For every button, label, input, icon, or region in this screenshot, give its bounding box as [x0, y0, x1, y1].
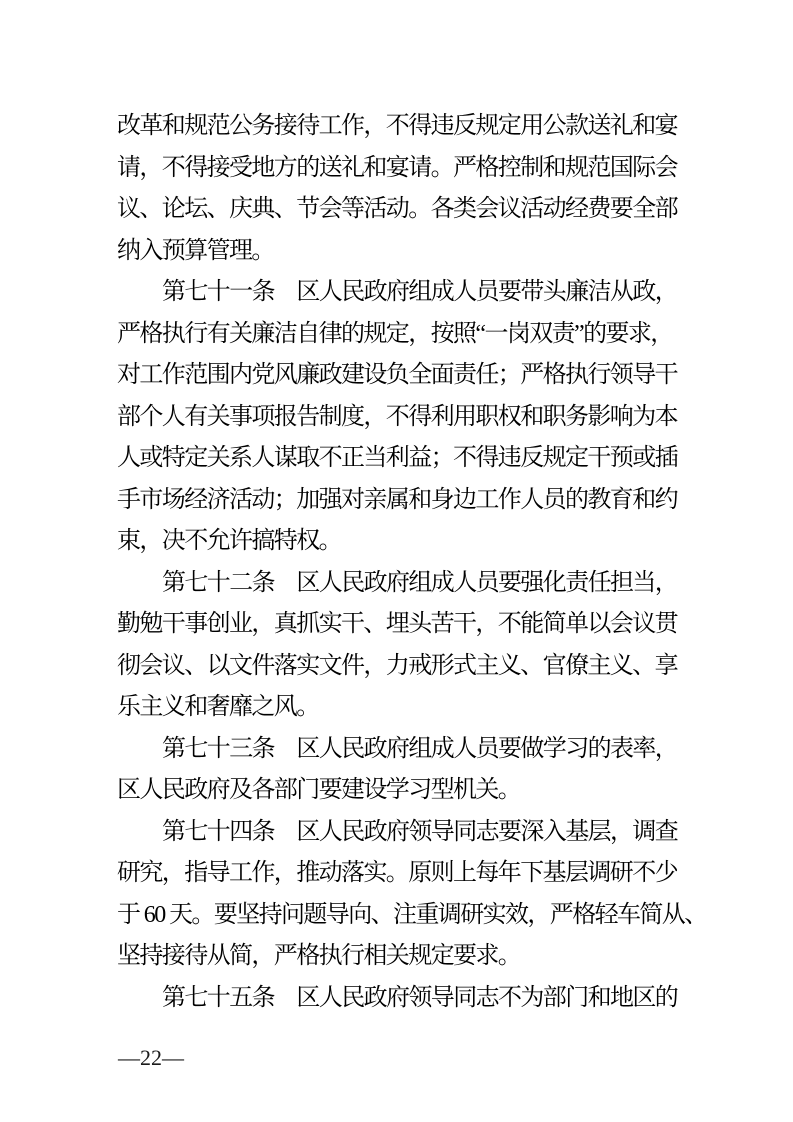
text-line: 第七十二条 区人民政府组成人员要强化责任担当， [162, 569, 678, 596]
text-line: 于 60 天。要坚持问题导向、注重调研实效，严格轻车简从、 [117, 901, 707, 928]
text-line: 手市场经济活动；加强对亲属和身边工作人员的教育和约 [117, 486, 677, 513]
text-line: 研究，指导工作，推动落实。原则上每年下基层调研不少 [117, 860, 677, 886]
text-line: 第七十五条 区人民政府领导同志不为部门和地区的 [162, 984, 678, 1011]
text-line: 第七十一条 区人民政府组成人员要带头廉洁从政， [162, 279, 678, 305]
text-line: 区人民政府及各部门要建设学习型机关。 [117, 777, 521, 803]
text-line: 对工作范围内党风廉政建设负全面责任；严格执行领导干 [117, 362, 677, 388]
text-line: 第七十四条 区人民政府领导同志要深入基层，调查 [162, 818, 678, 845]
text-line: 勤勉干事创业，真抓实干、埋头苦干，不能简单以会议贯 [117, 611, 677, 637]
text-line: 第七十三条 区人民政府组成人员要做学习的表率， [162, 735, 678, 762]
text-line: 坚持接待从简，严格执行相关规定要求。 [117, 943, 521, 969]
text-line: 请，不得接受地方的送礼和宴请。严格控制和规范国际会 [117, 154, 677, 181]
text-line: 乐主义和奢靡之风。 [117, 694, 319, 720]
text-line: 纳入预算管理。 [117, 237, 274, 264]
page-number: —22— [118, 1045, 184, 1070]
text-line: 改革和规范公务接待工作，不得违反规定用公款送礼和宴 [117, 113, 677, 139]
text-line: 彻会议、以文件落实文件，力戒形式主义、官僚主义、享 [117, 652, 677, 679]
text-line: 严格执行有关廉洁自律的规定，按照“一岗双责”的要求， [117, 320, 673, 347]
text-line: 束，决不允许搞特权。 [117, 528, 341, 554]
document-text [117, 106, 707, 1019]
text-line: 议、论坛、庆典、节会等活动。各类会议活动经费要全部 [117, 196, 677, 222]
text-line: 部个人有关事项报告制度，不得利用职权和职务影响为本 [117, 403, 677, 430]
text-line: 人或特定关系人谋取不正当利益；不得违反规定干预或插 [117, 445, 677, 471]
